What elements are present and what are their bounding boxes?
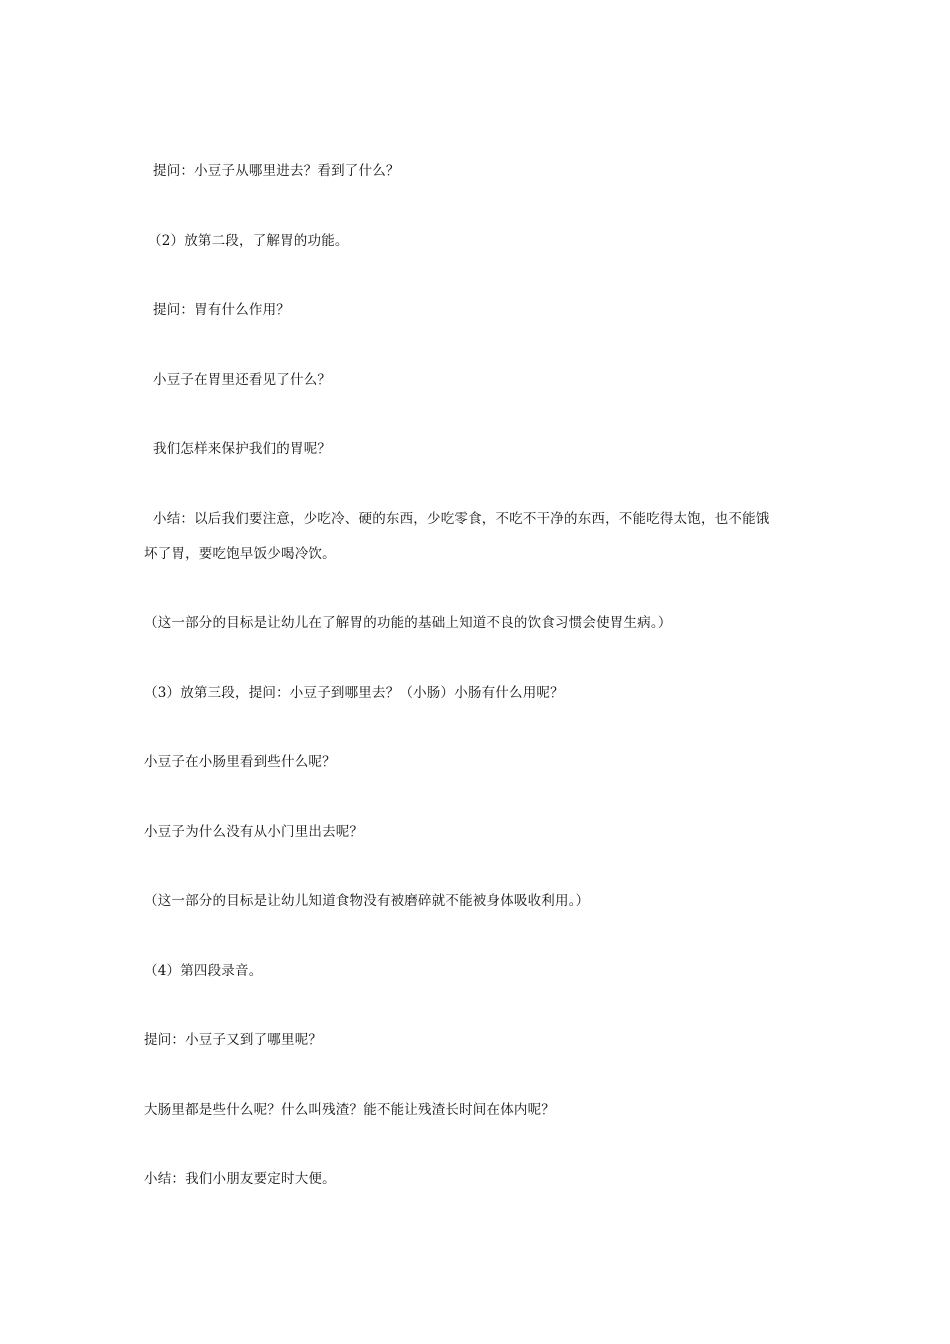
paragraph-section-2: （2）放第二段，了解胃的功能。 — [148, 233, 349, 249]
paragraph-question-protect: 我们怎样来保护我们的胃呢？ — [153, 441, 332, 457]
paragraph-section-3: （3）放第三段，提问：小豆子到哪里去？（小肠）小肠有什么用呢？ — [144, 685, 564, 701]
paragraph-question-saw: 小豆子在胃里还看见了什么？ — [153, 372, 332, 388]
paragraph-goal-1: （这一部分的目标是让幼儿在了解胃的功能的基础上知道不良的饮食习惯会使胃生病。） — [144, 615, 672, 631]
paragraph-question-entry: 提问：小豆子从哪里进去？看到了什么？ — [153, 163, 400, 179]
paragraph-question-large-intestine: 大肠里都是些什么呢？什么叫残渣？能不能让残渣长时间在体内呢？ — [144, 1102, 555, 1118]
paragraph-question-where: 提问：小豆子又到了哪里呢？ — [144, 1032, 323, 1048]
paragraph-question-door: 小豆子为什么没有从小门里出去呢？ — [144, 824, 364, 840]
paragraph-question-stomach: 提问：胃有什么作用？ — [153, 302, 290, 318]
paragraph-section-4: （4）第四段录音。 — [144, 963, 263, 979]
paragraph-goal-2: （这一部分的目标是让幼儿知道食物没有被磨碎就不能被身体吸收利用。） — [144, 893, 590, 909]
paragraph-question-small-intestine: 小豆子在小肠里看到些什么呢？ — [144, 754, 336, 770]
paragraph-summary-1-cont: 坏了胃，要吃饱早饭少喝冷饮。 — [144, 546, 336, 562]
paragraph-summary-2: 小结：我们小朋友要定时大便。 — [144, 1171, 336, 1187]
paragraph-summary-1: 小结：以后我们要注意，少吃冷、硬的东西，少吃零食，不吃不干净的东西，不能吃得太饱，也不能饿 — [153, 511, 770, 527]
